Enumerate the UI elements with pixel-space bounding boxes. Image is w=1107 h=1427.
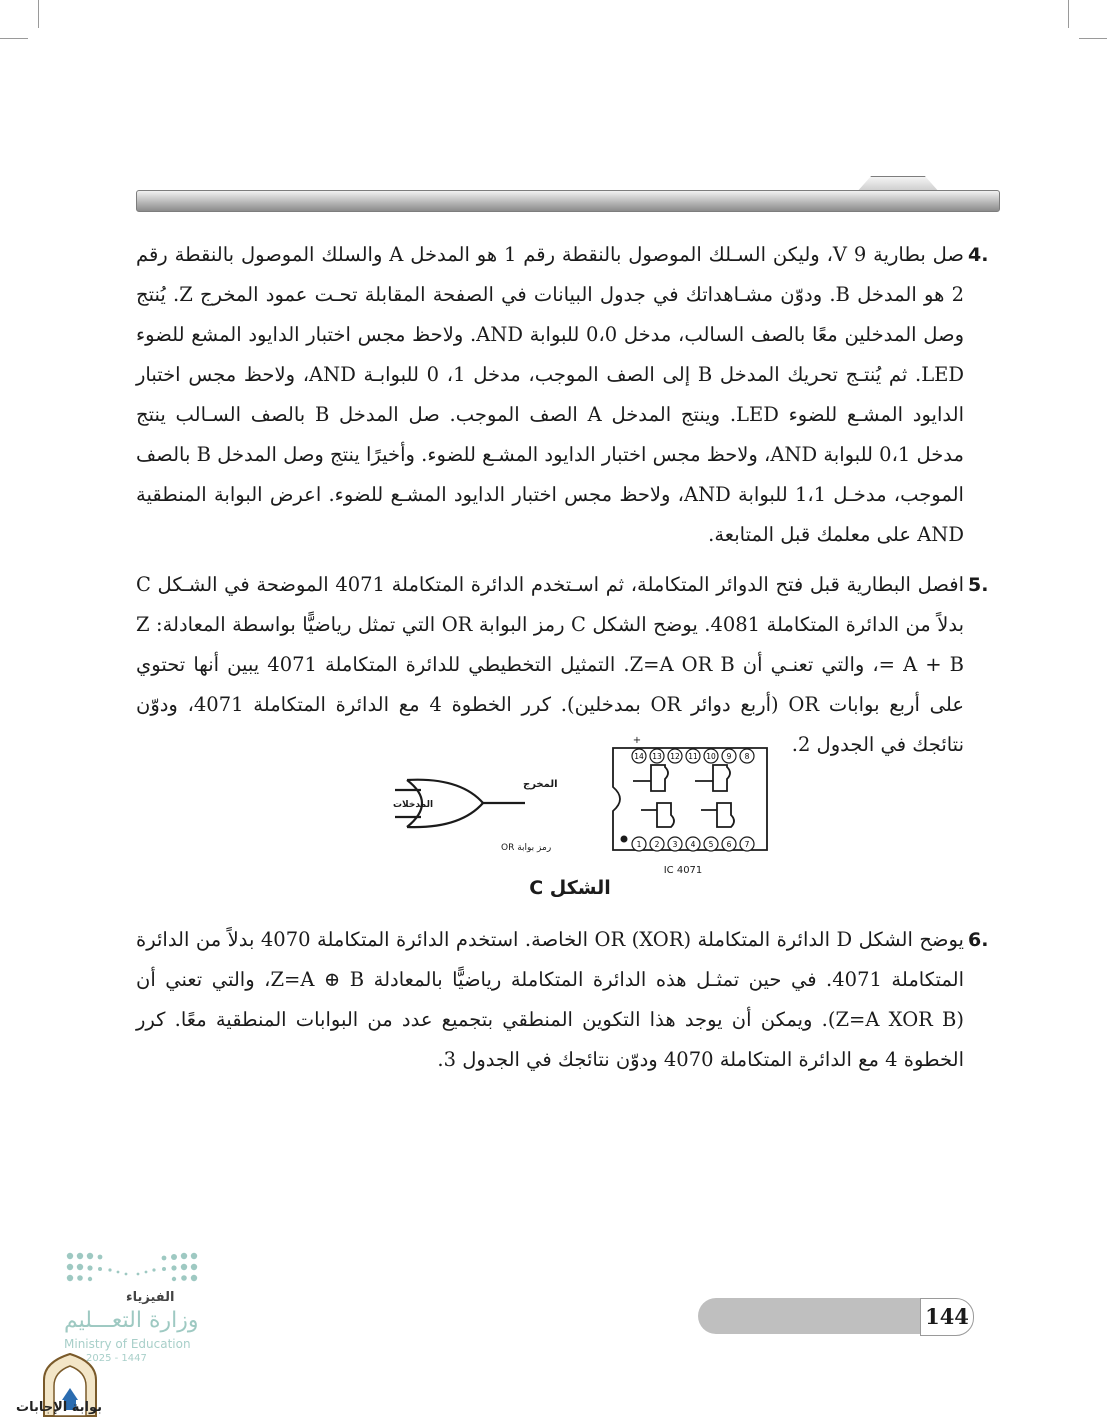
crop-mark: [1079, 38, 1107, 39]
site-label: بوابة الإجابات: [16, 1400, 102, 1415]
page-number: 144: [920, 1298, 974, 1336]
pin-label: 14: [634, 752, 644, 761]
top-pin-row: [632, 749, 754, 763]
pin-label: 1: [636, 840, 642, 849]
crop-mark: [1068, 0, 1069, 28]
pin-label: 6: [726, 840, 732, 849]
pin-label: 9: [726, 752, 732, 761]
inputs-label: المدخلات: [393, 800, 434, 810]
plus-sign: +: [632, 735, 642, 746]
step-number: 4.: [968, 244, 989, 266]
crop-mark: [38, 0, 39, 28]
header-bar: [136, 190, 1000, 212]
pin-label: 8: [744, 752, 750, 761]
pin-label: 10: [706, 752, 716, 761]
pin-label: 7: [744, 840, 750, 849]
pin-label: 2: [654, 840, 660, 849]
step-text: يوضح الشكل D الدائرة المتكاملة OR (XOR) الخاصة. استخدم الدائرة المتكاملة 4070 بدلاً من الدائرة المتكاملة 4071. في حين تمثـل هذه الدائرة المتكاملة رياضيًّا بالمعادلة Z=A ⊕ B، والتي تعني أن (Z=A XOR B). ويمكن أن يوجد هذا التكوين المنطقي بتجميع عدد من البوابات المنطقية معًا. كرر الخطوة 4 مع الدائرة المتكاملة 4070 ودوّن نتائجك في الجدول 3.: [136, 928, 964, 1071]
step-text: افصل البطارية قبل فتح الدوائر المتكاملة، ثم اسـتخدم الدائرة المتكاملة 4071 الموضحة في الشـكل C بدلاً من الدائرة المتكاملة 4081. يوضح الشكل C رمز البوابة OR التي تمثل رياضيًّا بواسطة المعادلة: Z = A + B، والتي تعنـي أن Z=A OR B. التمثيل التخطيطي للدائرة المتكاملة 4071 يبين أنها تحتوي على أربع بوابات OR (أربع دوائر OR بمدخلين). كرر الخطوة 4 مع الدائرة المتكاملة 4071، ودوّن نتائجك في الجدول 2.: [136, 573, 964, 756]
figure-caption: الشكل C: [529, 877, 611, 899]
ic-package: [613, 748, 767, 850]
step-number: 6.: [968, 929, 989, 951]
ministry-name-arabic: وزارة التعـــليم: [64, 1308, 199, 1333]
step-text: صل بطارية 9 V، وليكن السـلك الموصول بالنقطة رقم 1 هو المدخل A والسلك الموصول بالنقطة رقم 2 هو المدخل B. ودوّن مشـاهداتك في جدول البيانات في الصفحة المقابلة تحـت عمود المخرج Z. يُنتج وصل المدخلين معًا بالصف السالب، مدخل 0،0 للبوابة AND. ولاحظ مجس اختبار الدايود المشع للضوء LED. ثم يُنتـج تحريك المدخل B إلى الصف الموجب، مدخل 1، 0 للبوابـة AND، ولاحظ مجس اختبار الدايود المشـع للضوء LED. وينتج المدخل A الصف الموجب. صل المدخل B بالصف السـالب ينتج مدخل 0،1 للبوابة AND، ولاحظ مجس اختبار الدايود المشـع للضوء. وأخيرًا ينتج وصل المدخل B بالصف الموجب، مدخـل 1،1 للبوابة AND، ولاحظ مجس اختبار الدايود المشـع للضوء. اعرض البوابة المنطقية AND على معلمك قبل المتابعة.: [136, 243, 965, 546]
gate-symbol-label: رمز بوابة OR: [501, 843, 552, 853]
subject-label: الفيزياء: [126, 1290, 175, 1305]
bottom-pin-row: [632, 837, 754, 851]
pin-label: 5: [708, 840, 714, 849]
pin-label: 11: [688, 752, 698, 761]
pin-label: 12: [670, 752, 680, 761]
pin-label: 3: [672, 840, 678, 849]
pin-1-marker: [621, 836, 628, 843]
ic-label: 4071 IC: [663, 865, 703, 876]
edition-year: 2025 - 1447: [86, 1353, 147, 1364]
ministry-name-english: Ministry of Education: [64, 1337, 191, 1351]
output-label: المخرج: [523, 779, 558, 790]
ministry-logo-dots: [62, 1248, 202, 1290]
crop-mark: [0, 38, 28, 39]
pin-label: 13: [652, 752, 662, 761]
step-number: 5.: [968, 574, 989, 596]
pin-label: 4: [690, 840, 696, 849]
